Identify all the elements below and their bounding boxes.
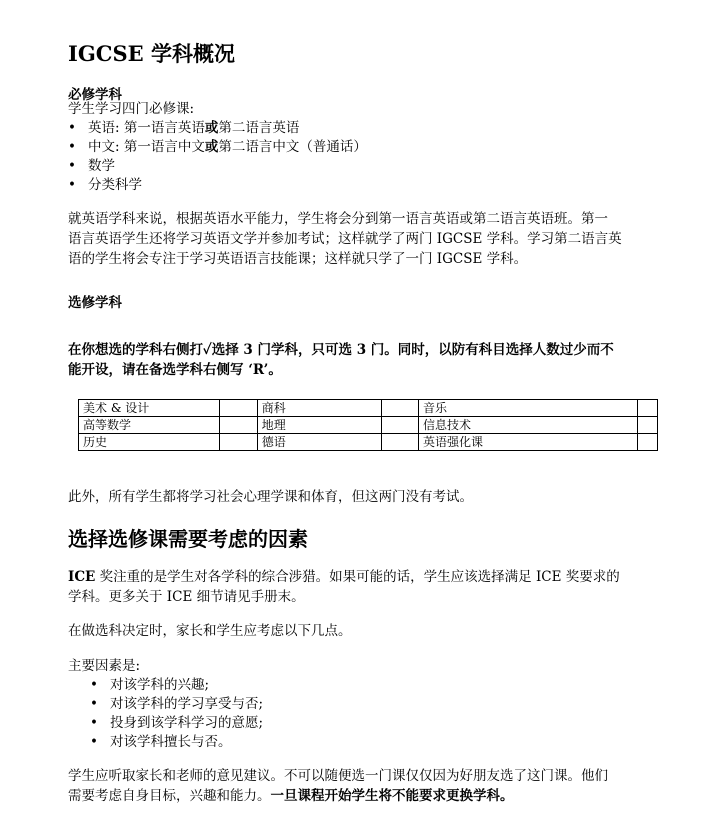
list-item: • 对该学科的学习享受与否; [90,696,264,712]
choice-box[interactable] [381,434,418,451]
ice-paragraph: ICE 奖注重的是学生对各学科的综合涉猎。如果可能的话，学生应该选择满足 ICE 奖要求的 学科。更多关于 ICE 细节请见手册末。 [68,569,620,605]
list-item: • 投身到该学科学习的意愿; [90,715,264,731]
list-item: • 英语: 第一语言英语或第二语言英语 [68,120,300,136]
page-title: IGCSE 学科概况 [68,41,235,66]
bullet-icon: • [68,158,76,174]
list-item: • 中文: 第一语言中文或第二语言中文（普通话） [68,139,367,155]
subject-cell: 商科 [257,400,381,417]
factors-list [68,676,263,752]
english-note: 就英语学科来说，根据英语水平能力，学生将会分到第一语言英语或第二语言英语班。第一 语言英语学生还将学习英语文学并参加考试；这样就学了两门 IGCSE 学科。学习第二语言英 语的学生将会专注于学习英语语言技能课；这样就只学了一门 IGCSE 学科。 [68,211,622,267]
subject-cell: 德语 [257,434,381,451]
subject-cell: 信息技术 [419,417,638,434]
required-list [68,119,367,195]
elective-table [78,399,658,451]
elective-note: 此外，所有学生都将学习社会心理学课和体育，但这两门没有考试。 [68,489,473,505]
choice-box[interactable] [637,434,657,451]
bullet-icon: • [68,177,76,193]
list-item: • 对该学科擅长与否。 [90,734,232,750]
required-subjects-heading: 必修学科 [68,87,122,103]
subject-cell: 高等数学 [79,417,220,434]
elective-subjects-heading: 选修学科 [68,295,122,311]
choice-box[interactable] [220,417,257,434]
bullet-icon: • [90,696,98,712]
advice-paragraph: 学生应听取家长和老师的意见建议。不可以随便选一门课仅仅因为好朋友选了这门课。他们 需要考虑自身目标，兴趣和能力。一旦课程开始学生将不能要求更换学科。 [68,768,608,804]
bullet-icon: • [90,734,98,750]
factors-heading: 选择选修课需要考虑的因素 [68,527,308,551]
choice-box[interactable] [637,400,657,417]
subject-cell: 音乐 [419,400,638,417]
subject-cell: 历史 [79,434,220,451]
subject-cell: 英语强化课 [419,434,638,451]
subject-cell: 地理 [257,417,381,434]
main-factors-label: 主要因素是: [68,658,141,674]
decision-text: 在做选科决定时，家长和学生应考虑以下几点。 [68,623,352,639]
list-item: • 分类科学 [68,177,142,193]
bullet-icon: • [90,677,98,693]
list-item: • 数学 [68,158,115,174]
choice-box[interactable] [381,400,418,417]
bullet-icon: • [68,139,76,155]
choice-box[interactable] [637,417,657,434]
table-row [79,400,658,417]
table-row [79,417,658,434]
elective-instruction: 在你想选的学科右侧打✓选择 3 门学科，只可选 3 门。同时，以防有科目选择人数过少而不 能开设，请在备选学科右侧写 ‘R’。 [68,342,614,378]
bullet-icon: • [90,715,98,731]
choice-box[interactable] [220,434,257,451]
table-row [79,434,658,451]
choice-box[interactable] [381,417,418,434]
list-item: • 对该学科的兴趣; [90,677,210,693]
required-intro: 学生学习四门必修课: [68,101,195,117]
bullet-icon: • [68,120,76,136]
subject-cell: 美术 & 设计 [79,400,220,417]
choice-box[interactable] [220,400,257,417]
